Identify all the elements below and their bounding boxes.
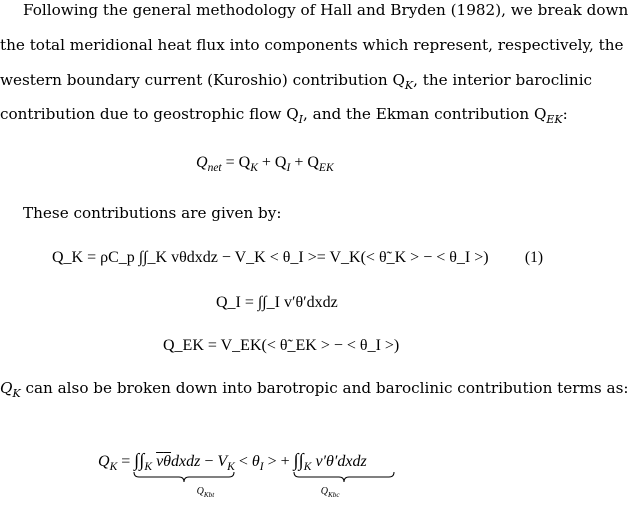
- label-qkbt: $Q_{Kbt}$: [196, 486, 215, 499]
- equation-body: Q_I = ∫∫_I v′θ′dxdz: [216, 294, 338, 311]
- paragraph-1-line-2: [0, 35, 624, 55]
- subscript: net: [207, 162, 222, 175]
- label-qkbc: $Q_{Kbc}$: [320, 486, 340, 499]
- equation-term: + Q: [257, 154, 287, 171]
- barotropic-term: $\int\int_K$ $\overline{v}\overline{\theta}dxdz - V_K < \theta_I$ > $Q_{Kbt}$: [134, 449, 276, 478]
- paragraph-1-line-4: [0, 104, 568, 130]
- subscript: I: [298, 113, 303, 127]
- equation-3: [163, 335, 399, 357]
- subscript: EK: [546, 113, 563, 127]
- text: , and the Ekman contribution Q: [303, 105, 547, 123]
- text: contribution due to geostrophic flow Q: [0, 105, 299, 123]
- text: western boundary current (Kuroshio) contribution Q: [0, 71, 405, 89]
- equation-net: [196, 152, 334, 179]
- equation-term: = Q: [225, 154, 251, 171]
- equation-1: [52, 247, 489, 269]
- subscript: K: [250, 162, 258, 175]
- text: Following the general methodology of Hall and Bryden (1982), we break down: [23, 1, 629, 19]
- text: :: [562, 105, 568, 123]
- paragraph-2: [0, 203, 585, 223]
- subscript: K: [404, 79, 414, 93]
- equation-number: [525, 247, 543, 269]
- equation-body: Q_EK = V_EK(< θ̃_EK > − < θ_I >): [163, 337, 400, 354]
- paragraph-3: [0, 378, 629, 404]
- subscript: I: [286, 162, 291, 175]
- equation-term: + Q: [290, 154, 319, 171]
- equation-body: Q_K = ρC_p ∫∫_K vθdxdz − V_K < θ_I >= V_K(< θ̃_K > − < θ_I >): [52, 249, 489, 266]
- equation-term: Q: [196, 154, 208, 171]
- text: , the interior baroclinic: [413, 71, 593, 89]
- subscript: K: [12, 387, 21, 401]
- text: Q: [0, 379, 13, 397]
- equation-4: $Q_K = \int\int_K$ $\overline{v}\overline{\theta}dxdz - V_K < \theta_I$ > $Q_{Kbt}$ + $\int\int_K$ v′θ′dxdz $Q_{Kbc}$: [98, 449, 367, 478]
- paragraph-1-line-3: [0, 70, 593, 96]
- baroclinic-term: $\int\int_K$ v′θ′dxdz $Q_{Kbc}$: [294, 449, 367, 478]
- subscript: EK: [318, 162, 334, 175]
- subscript: K: [109, 461, 118, 474]
- equation-2: [216, 292, 338, 314]
- equation-term: Q: [98, 453, 110, 470]
- paragraph-1-line-1: [0, 0, 629, 20]
- text: These contributions are given by:: [23, 204, 282, 222]
- text: the total meridional heat flux into components which represent, respectively, the: [0, 36, 624, 54]
- equation-number-text: (1): [524, 249, 543, 266]
- text: can also be broken down into barotropic and baroclinic contribution terms as:: [20, 379, 629, 397]
